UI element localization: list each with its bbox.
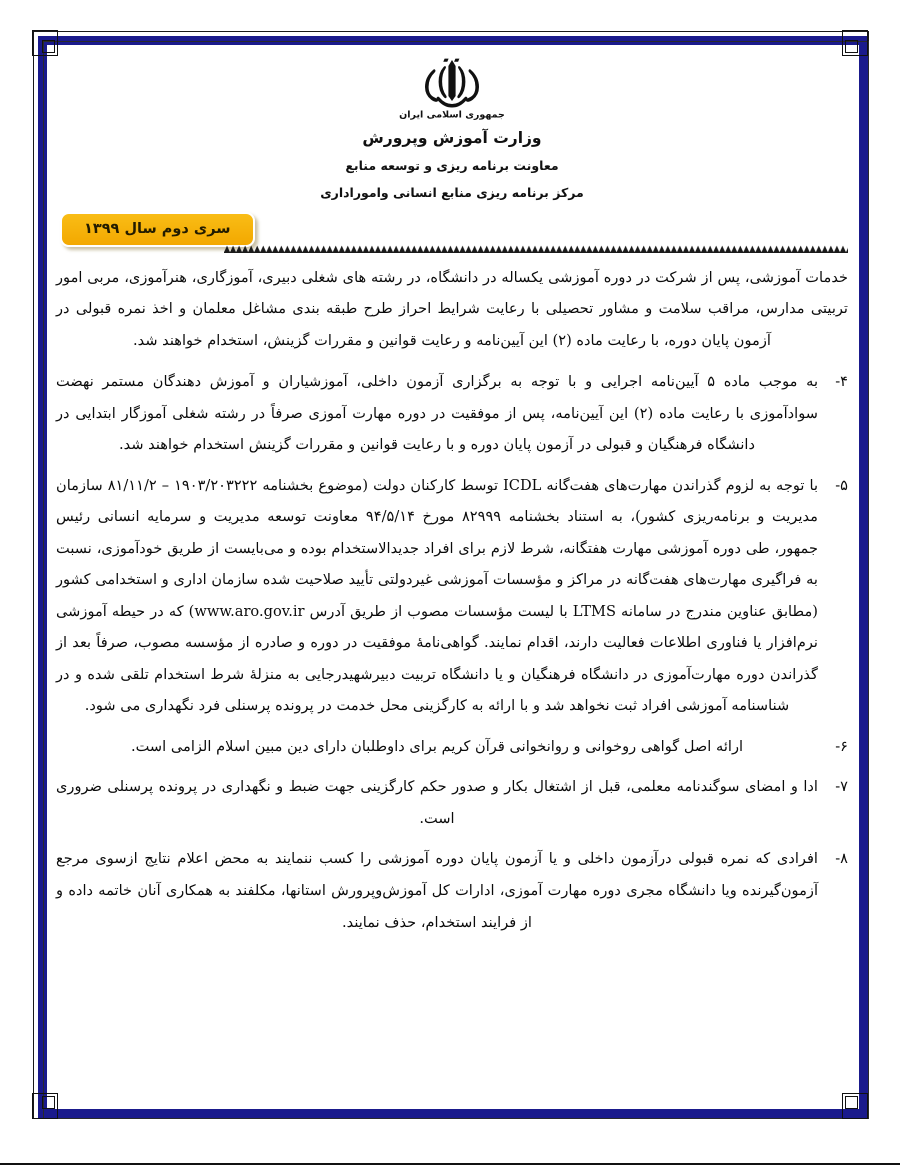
item5-segment-1: با توجه به لزوم گذراندن مهارت‌های هفت‌گانه xyxy=(541,476,819,494)
list-item-7-text: ادا و امضای سوگندنامه معلمی، قبل از اشتغال بکار و صدور حکم کارگزینی جهت ضبط و نگهداری در پرونده پرسنلی ضروری است. xyxy=(56,778,818,827)
icdl-term: ICDL xyxy=(503,476,542,494)
zigzag-divider xyxy=(224,244,848,253)
list-item-8-number: ۸- xyxy=(835,850,848,868)
list-item-4-number: ۴- xyxy=(835,373,848,391)
ltms-term: LTMS xyxy=(572,602,616,620)
item5-segment-3: با لیست مؤسسات مصوب از طریق آدرس xyxy=(304,602,573,620)
list-item-6 xyxy=(56,731,848,763)
document-content xyxy=(56,50,848,1105)
corner-ornament-bottom-left xyxy=(32,1093,58,1119)
series-divider-row xyxy=(56,212,848,258)
list-item-5-number: ۵- xyxy=(835,476,848,494)
center-title: مرکز برنامه ریزی منابع انسانی واموراداری xyxy=(320,184,584,200)
corner-ornament-bottom-left-inner xyxy=(42,1096,55,1109)
document-body xyxy=(56,262,848,938)
list-item-4 xyxy=(56,366,848,461)
list-item-4-text: به موجب ماده ۵ آیین‌نامه اجرایی و با توجه به برگزاری آزمون داخلی، آموزشیاران و آموزش دهندگان مستمر نهضت سوادآموزی با رعایت ماده (۲) این آیین‌نامه، پس از موفقیت در دوره مهارت آموزی صرفاً در رشته شغلی آموزگار ابتدایی در دانشگاه فرهنگیان و قبولی در آزمون پایان دوره و با رعایت قوانین و مقررات گزینش استخدام خواهند شد. xyxy=(56,373,818,454)
list-item-5-text xyxy=(56,470,818,722)
series-badge: سری دوم سال ۱۳۹۹ xyxy=(60,212,255,247)
corner-ornament-top-left xyxy=(32,30,58,56)
corner-ornament-top-left-inner xyxy=(42,40,55,53)
document-header xyxy=(56,50,848,202)
list-item-8 xyxy=(56,843,848,938)
list-item-6-text: ارائه اصل گواهی روخوانی و روانخوانی قرآن کریم برای داوطلبان دارای دین مبین اسلام الزامی است. xyxy=(130,737,744,755)
list-item-7-number: ۷- xyxy=(835,778,848,796)
intro-paragraph: خدمات آموزشی، پس از شرکت در دوره آموزشی یکساله در دانشگاه، در رشته های شغلی دبیری، آموزگاری، هنرآموزی، مربی امور تربیتی مدارس، مراقب سلامت و مشاور تحصیلی با رعایت شرایط احراز طرح طبقه بندی مشاغل معلمان و اخذ نمره قبولی در آزمون پایان دوره، با رعایت ماده (۲) این آیین‌نامه و رعایت قوانین و مقررات گزینش، استخدام خواهند شد. xyxy=(56,268,848,349)
aro-website-url: www.aro.gov.ir xyxy=(194,602,305,620)
page-bottom-rule xyxy=(0,1163,900,1165)
list-item-7 xyxy=(56,771,848,834)
ministry-title: وزارت آموزش وپرورش xyxy=(362,129,542,147)
iran-national-emblem-icon xyxy=(399,56,505,120)
item5-segment-4: ) که در حیطه آموزشی نرم‌افزار یا فناوری اطلاعات فعالیت دارند، اقدام نمایند. گواهی‌نامهٔ موفقیت در دوره و صادره از مؤسسه مصوب، صرفاً بعد از گذراندن دوره مهارت‌آموزی در دانشگاه فرهنگیان و یا دانشگاه تربیت دبیرشهیدرجایی به منزلهٔ شرط استخدام تلقی شده و در شناسنامه آموزشی افراد ثبت نخواهد شد و با ارائه به کارگزینی محل خدمت در پرونده پرسنلی فرد نگهداری می شود. xyxy=(56,602,818,715)
list-item-6-number: ۶- xyxy=(835,737,848,755)
item5-segment-2: توسط کارکنان دولت (موضوع بخشنامه ۱۹۰۳/۲۰۳۲۲۲ – ۸۱/۱۱/۲ سازمان مدیریت و برنامه‌ریزی کشور)، به استناد بخشنامه ۸۲۹۹۹ مورخ ۹۴/۵/۱۴ معاونت توسعه مدیریت و سرمایه انسانی رئیس جمهور، طی دوره آموزشی مهارت هفتگانه، شرط لازم برای افراد جدیدالاستخدام بوده و می‌بایست از طریق خودآموزی، نسبت به فراگیری مهارت‌های هفت‌گانه در مراکز و مؤسسات آموزشی غیردولتی تأیید صلاحیت شده سازمان اداری و استخدامی کشور (مطابق عناوین مندرج در سامانه xyxy=(56,476,818,620)
list-item-8-text: افرادی که نمره قبولی درآزمون داخلی و یا آزمون پایان دوره آموزشی را کسب ننمایند به محض اعلام نتایج ازسوی مرجع آزمون‌گیرنده ویا دانشگاه مجری دوره مهارت آموزی، ادارات کل آموزش‌وپرورش استانها، مکلفند به همکاری آنان خاتمه داده و از فرایند استخدام، حذف نمایند. xyxy=(56,850,818,931)
deputy-title: معاونت برنامه ریزی و توسعه منابع xyxy=(345,158,559,174)
emblem-caption-text: جمهوری اسلامی ایران xyxy=(399,109,505,120)
list-item-5 xyxy=(56,470,848,722)
